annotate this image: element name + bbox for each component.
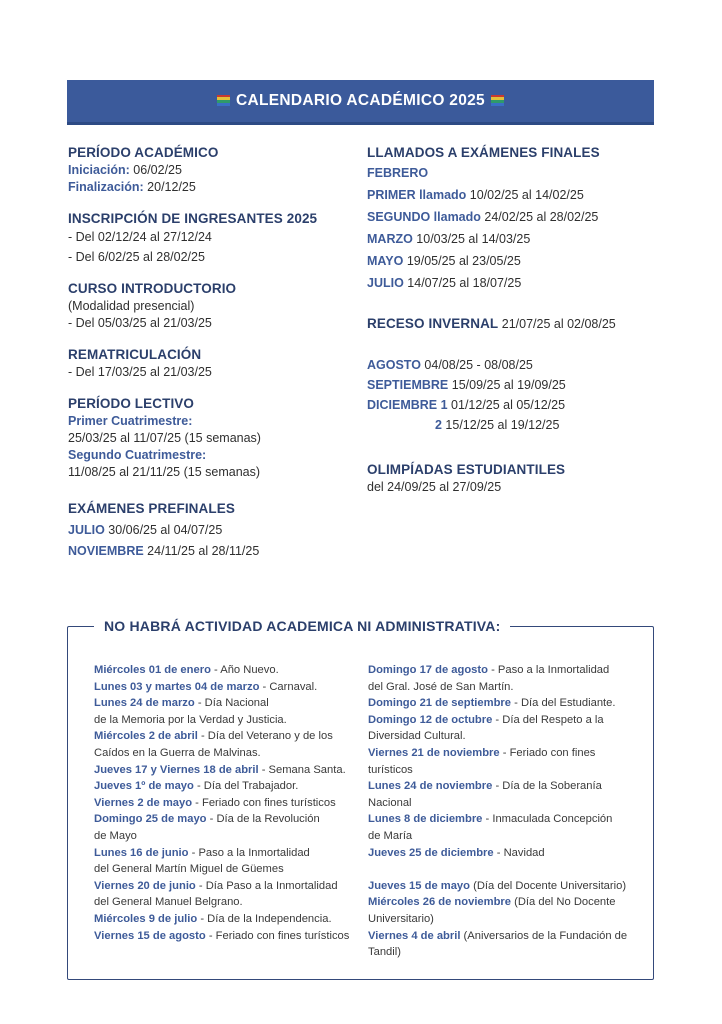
holiday-line xyxy=(94,928,362,945)
holiday-date: Jueves 25 de diciembre xyxy=(368,846,494,859)
holiday-date: Miércoles 26 de noviembre xyxy=(368,896,512,909)
holiday-text: - Paso a la Inmortalidad xyxy=(188,846,310,859)
page-title: CALENDARIO ACADÉMICO 2025 xyxy=(236,92,485,109)
holiday-line xyxy=(368,828,640,845)
prefinal-noviembre-value: 24/11/25 al 28/11/25 xyxy=(143,544,260,558)
receso-value: 21/07/25 al 02/08/25 xyxy=(498,317,616,331)
holiday-text: (Aniversarios de la Fundación de xyxy=(460,929,628,942)
holiday-text: - Paso a la Inmortalidad xyxy=(487,664,610,676)
holiday-date: Miércoles 2 de abril xyxy=(94,730,198,743)
holiday-text: - Día Nacional xyxy=(194,697,269,710)
mesa-label: DICIEMBRE 1 xyxy=(367,398,448,412)
holiday-date: Lunes 24 de noviembre xyxy=(368,780,493,793)
holiday-line xyxy=(94,878,362,895)
holiday-line xyxy=(94,762,362,779)
holiday-line xyxy=(94,795,362,812)
section-title-llamados: LLAMADOS A EXÁMENES FINALES xyxy=(367,145,600,160)
mesa-label: SEPTIEMBRE xyxy=(367,378,449,392)
holiday-line xyxy=(368,845,640,862)
holiday-line xyxy=(368,861,640,878)
holiday-line xyxy=(368,712,640,729)
holiday-date: Lunes 16 de junio xyxy=(94,846,189,859)
prefinal-julio xyxy=(68,522,353,539)
holiday-text: - Día del Respeto a la xyxy=(492,713,604,726)
mesa-label: 2 xyxy=(435,418,442,432)
mesa-value: 01/12/25 al 05/12/25 xyxy=(447,398,566,412)
prefinal-julio-value: 30/06/25 al 04/07/25 xyxy=(104,523,223,537)
holiday-text: de María xyxy=(368,829,413,842)
holiday-date: Domingo 17 de agosto xyxy=(368,664,488,676)
llamado-label: MAYO xyxy=(367,254,404,268)
holiday-text: (Día del No Docente xyxy=(511,896,616,909)
inicio-value: 06/02/25 xyxy=(129,163,182,177)
holiday-text: Tandil) xyxy=(368,946,401,959)
mesa-item xyxy=(367,417,657,434)
holiday-line xyxy=(94,828,362,845)
holiday-date: Lunes 03 y martes 04 de marzo xyxy=(94,680,260,693)
holiday-line xyxy=(368,695,640,712)
holiday-line xyxy=(94,845,362,862)
receso-invernal xyxy=(367,314,657,333)
llamado-value: 14/07/25 al 18/07/25 xyxy=(403,276,522,290)
holiday-line xyxy=(94,695,362,712)
holiday-line xyxy=(94,728,362,745)
holiday-text: - Día de la Independencia. xyxy=(197,912,332,925)
holiday-date: Viernes 20 de junio xyxy=(94,879,196,892)
mesa-value: 15/12/25 al 19/12/25 xyxy=(441,418,560,432)
holiday-text: Nacional xyxy=(368,796,412,809)
segundo-cuatrimestre-label: Segundo Cuatrimestre: xyxy=(68,448,207,462)
holiday-date: Viernes 4 de abril xyxy=(368,929,461,942)
holiday-line xyxy=(94,911,362,928)
llamado-value: 10/02/25 al 14/02/25 xyxy=(466,188,584,202)
holiday-text: turísticos xyxy=(368,763,413,776)
llamado-item xyxy=(367,187,657,204)
holiday-date: Domingo 12 de octubre xyxy=(368,713,493,726)
llamado-label: SEGUNDO llamado xyxy=(367,210,481,224)
receso-label: RECESO INVERNAL xyxy=(367,316,499,331)
segundo-cuatrimestre-value: 11/08/25 al 21/11/25 (15 semanas) xyxy=(68,465,261,479)
holiday-line xyxy=(368,778,640,795)
holiday-date: Domingo 25 de mayo xyxy=(94,813,207,826)
holiday-date: Miércoles 01 de enero xyxy=(94,664,211,676)
holiday-date: Viernes 21 de noviembre xyxy=(368,746,500,759)
holiday-text: del Gral. José de San Martín. xyxy=(368,680,514,693)
flag-icon xyxy=(217,95,230,106)
llamado-value: 19/05/25 al 23/05/25 xyxy=(403,254,521,268)
holiday-date: Viernes 2 de mayo xyxy=(94,796,193,809)
holiday-date: Lunes 24 de marzo xyxy=(94,697,195,710)
holiday-date: Jueves 1º de mayo xyxy=(94,780,194,793)
olimpiadas-value: del 24/09/25 al 27/09/25 xyxy=(367,480,502,494)
holiday-text: - Semana Santa. xyxy=(258,763,346,776)
section-title-curso: CURSO INTRODUCTORIO xyxy=(68,281,237,296)
holidays-right-column xyxy=(368,662,640,961)
holiday-line xyxy=(94,662,362,679)
holiday-line xyxy=(94,745,362,762)
rematriculacion-line: - Del 17/03/25 al 21/03/25 xyxy=(68,365,212,379)
holiday-line xyxy=(368,811,640,828)
holidays-title: NO HABRÁ ACTIVIDAD ACADEMICA NI ADMINISTRATIVA: xyxy=(94,616,510,636)
holiday-line xyxy=(368,878,640,895)
holiday-text: - Inmaculada Concepción xyxy=(482,813,613,826)
holiday-date: Miércoles 9 de julio xyxy=(94,912,198,925)
holiday-line xyxy=(368,795,640,812)
mesa-item xyxy=(367,377,657,394)
holiday-line xyxy=(368,745,640,762)
inscripcion-line: - Del 02/12/24 al 27/12/24 xyxy=(68,230,212,244)
holiday-text: del General Manuel Belgrano. xyxy=(94,896,243,909)
holiday-line xyxy=(94,778,362,795)
holiday-line xyxy=(94,861,362,878)
right-column xyxy=(367,143,657,496)
primer-cuatrimestre-label: Primer Cuatrimestre: xyxy=(68,414,193,428)
holiday-text: Caídos en la Guerra de Malvinas. xyxy=(94,746,261,759)
page-header xyxy=(67,80,654,125)
flag-icon xyxy=(491,95,504,106)
holiday-text: - Día del Veterano y de los xyxy=(197,730,333,743)
holiday-text: - Día del Estudiante. xyxy=(511,697,616,710)
mesa-label: AGOSTO xyxy=(367,358,421,372)
holiday-line xyxy=(94,811,362,828)
holiday-line xyxy=(368,944,640,961)
inscripcion-line: - Del 6/02/25 al 28/02/25 xyxy=(68,250,205,264)
prefinal-noviembre xyxy=(68,543,353,560)
holiday-line xyxy=(368,928,640,945)
holiday-text: - Feriado con fines turísticos xyxy=(205,929,350,942)
mesa-value: 15/09/25 al 19/09/25 xyxy=(448,378,566,392)
holiday-text: - Feriado con fines turísticos xyxy=(192,796,336,809)
holiday-text: de Mayo xyxy=(94,829,137,842)
prefinal-julio-label: JULIO xyxy=(68,523,105,537)
holiday-date: Jueves 15 de mayo xyxy=(368,879,470,892)
curso-line: (Modalidad presencial) xyxy=(68,299,195,313)
section-title-lectivo: PERÍODO LECTIVO xyxy=(68,396,195,411)
llamado-value: 10/03/25 al 14/03/25 xyxy=(412,232,531,246)
holiday-text: - Feriado con fines xyxy=(499,746,596,759)
inicio-label: Iniciación: xyxy=(68,163,130,177)
holiday-text: Diversidad Cultural. xyxy=(368,730,466,743)
holiday-date: Viernes 15 de agosto xyxy=(94,929,206,942)
holiday-line xyxy=(368,762,640,779)
inicio-line xyxy=(68,162,353,179)
holiday-line xyxy=(94,679,362,696)
holiday-line xyxy=(368,728,640,745)
holiday-line xyxy=(94,712,362,729)
holiday-text: de la Memoria por la Verdad y Justicia. xyxy=(94,713,287,726)
holiday-text: (Día del Docente Universitario) xyxy=(470,879,627,892)
holiday-text: Universitario) xyxy=(368,912,434,925)
holidays-left-column xyxy=(94,662,362,944)
holiday-line xyxy=(94,894,362,911)
holiday-text: - Día Paso a la Inmortalidad xyxy=(195,879,338,892)
holiday-text: - Navidad xyxy=(493,846,545,859)
mesa-value: 04/08/25 - 08/08/25 xyxy=(420,358,533,372)
febrero-label: FEBRERO xyxy=(367,166,429,180)
fin-label: Finalización: xyxy=(68,180,144,194)
llamado-value: 24/02/25 al 28/02/25 xyxy=(480,210,599,224)
holiday-text: del General Martín Miguel de Güemes xyxy=(94,863,284,876)
llamado-label: MARZO xyxy=(367,232,413,246)
holiday-date: Domingo 21 de septiembre xyxy=(368,697,511,710)
fin-value: 20/12/25 xyxy=(143,180,196,194)
holiday-text: - Día de la Soberanía xyxy=(492,780,602,793)
holiday-date: Jueves 17 y Viernes 18 de abril xyxy=(94,763,259,776)
left-column xyxy=(68,143,353,560)
prefinal-noviembre-label: NOVIEMBRE xyxy=(68,544,144,558)
llamado-item xyxy=(367,209,657,226)
section-title-rematriculacion: REMATRICULACIÓN xyxy=(68,347,202,362)
llamado-item xyxy=(367,231,657,248)
holiday-date: Lunes 8 de diciembre xyxy=(368,813,483,826)
section-title-periodo-academico: PERÍODO ACADÉMICO xyxy=(68,145,219,160)
llamado-label: PRIMER llamado xyxy=(367,188,467,202)
holiday-text: - Día del Trabajador. xyxy=(193,780,299,793)
holiday-text: - Carnaval. xyxy=(259,680,318,693)
mesa-item xyxy=(367,397,657,414)
primer-cuatrimestre-value: 25/03/25 al 11/07/25 (15 semanas) xyxy=(68,431,261,445)
holiday-line xyxy=(368,679,640,696)
holiday-line xyxy=(368,662,640,679)
llamado-item xyxy=(367,275,657,292)
curso-line: - Del 05/03/25 al 21/03/25 xyxy=(68,316,212,330)
fin-line xyxy=(68,179,353,196)
llamado-label: JULIO xyxy=(367,276,404,290)
llamado-item xyxy=(367,253,657,270)
holiday-text: - Día de la Revolución xyxy=(206,813,320,826)
section-title-prefinales: EXÁMENES PREFINALES xyxy=(68,501,235,516)
mesa-item xyxy=(367,357,657,374)
section-title-inscripcion: INSCRIPCIÓN DE INGRESANTES 2025 xyxy=(68,211,318,226)
holiday-line xyxy=(368,894,640,911)
section-title-olimpiadas: OLIMPÍADAS ESTUDIANTILES xyxy=(367,462,566,477)
holiday-line xyxy=(368,911,640,928)
holiday-text: - Año Nuevo. xyxy=(210,664,279,676)
